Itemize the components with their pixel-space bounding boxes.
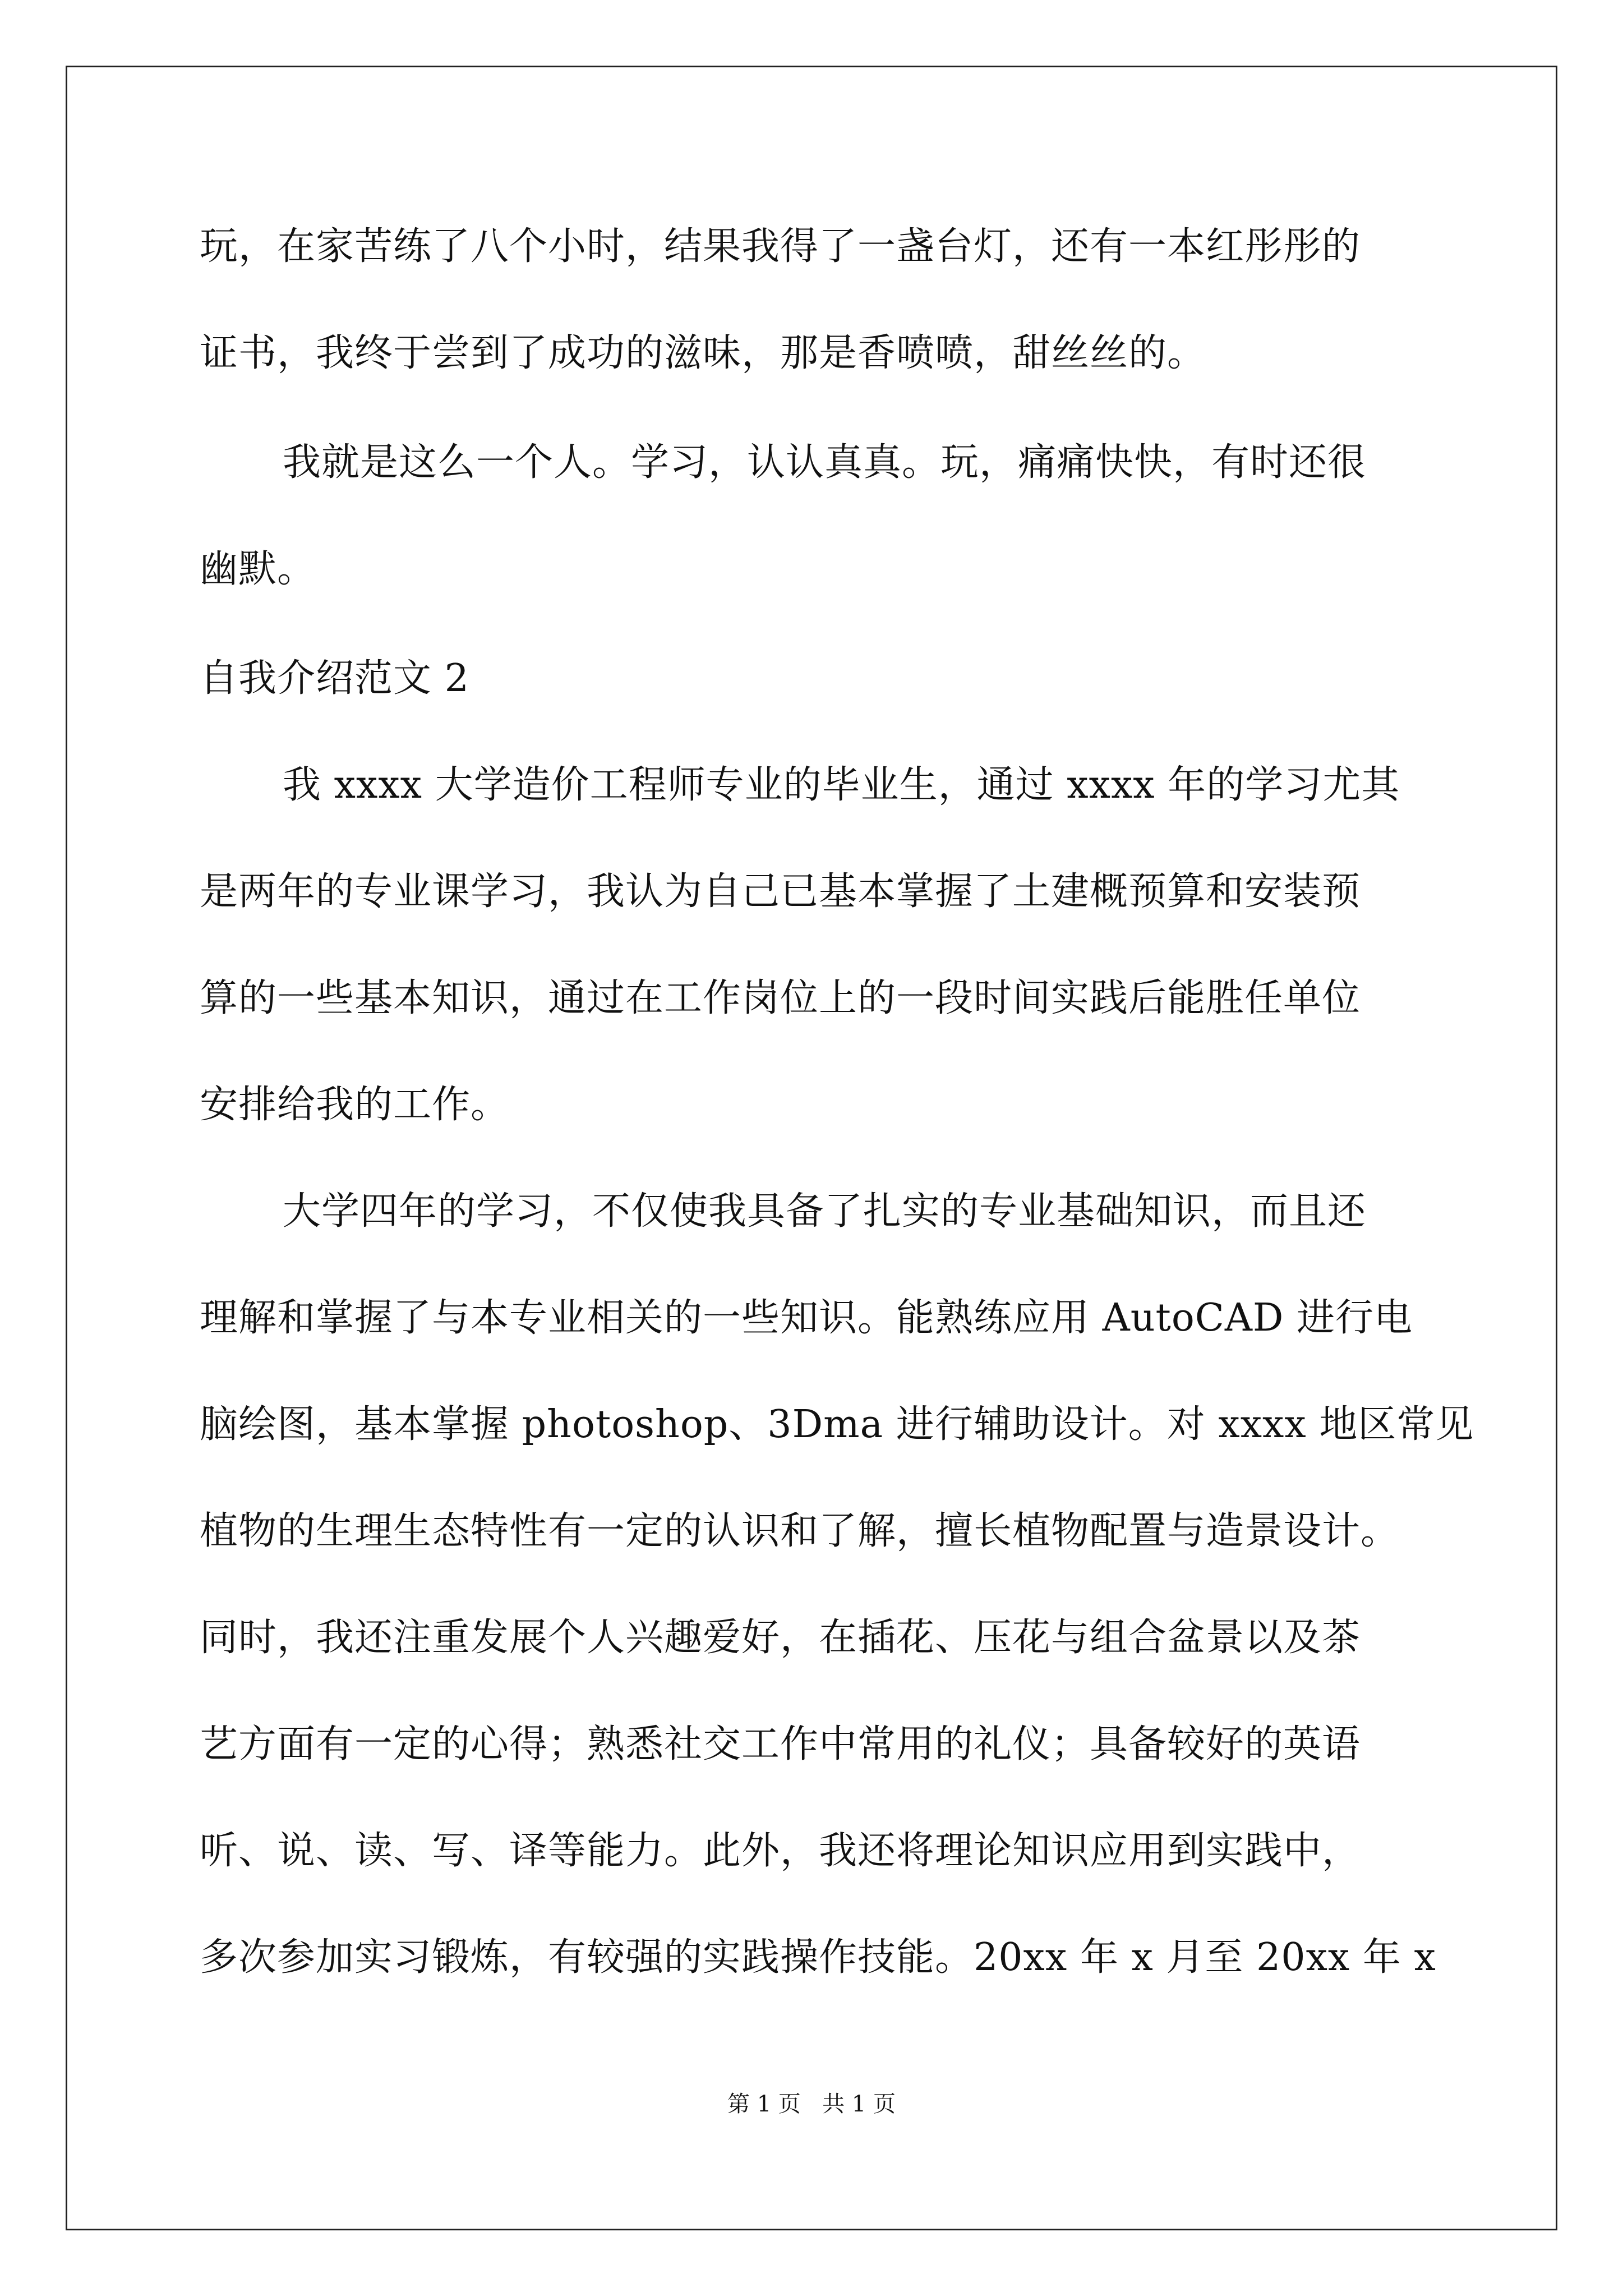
text-line: 安排给我的工作。 xyxy=(200,1083,510,1127)
text-line: 我就是这么一个人。学习，认认真真。玩，痛痛快快，有时还很 xyxy=(283,440,1367,485)
text-line: 大学四年的学习，不仅使我具备了扎实的专业基础知识，而且还 xyxy=(283,1189,1367,1234)
text-line: 脑绘图，基本掌握 photoshop、3Dma 进行辅助设计。对 xxxx 地区常见 xyxy=(200,1402,1474,1447)
text-line: 理解和掌握了与本专业相关的一些知识。能熟练应用 AutoCAD 进行电 xyxy=(200,1296,1413,1340)
text-line: 是两年的专业课学习，我认为自己已基本掌握了土建概预算和安装预 xyxy=(200,869,1361,914)
text-line: 幽默。 xyxy=(200,547,316,591)
text-line: 证书，我终于尝到了成功的滋味，那是香喷喷，甜丝丝的。 xyxy=(200,331,1206,375)
text-line: 艺方面有一定的心得；熟悉社交工作中常用的礼仪；具备较好的英语 xyxy=(200,1722,1361,1766)
text-line: 多次参加实习锻炼，有较强的实践操作技能。20xx 年 x 月至 20xx 年 x xyxy=(200,1935,1436,1980)
text-line: 听、说、读、写、译等能力。此外，我还将理论知识应用到实践中， xyxy=(200,1829,1361,1873)
section-heading: 自我介绍范文 2 xyxy=(200,656,469,701)
text-line: 玩，在家苦练了八个小时，结果我得了一盏台灯，还有一本红彤彤的 xyxy=(200,224,1361,269)
page-number-label: 第 1 页 共 1 页 xyxy=(727,2091,896,2117)
text-line: 算的一些基本知识，通过在工作岗位上的一段时间实践后能胜任单位 xyxy=(200,976,1361,1020)
text-line: 我 xxxx 大学造价工程师专业的毕业生，通过 xxxx 年的学习尤其 xyxy=(283,763,1400,807)
text-line: 同时，我还注重发展个人兴趣爱好，在插花、压花与组合盆景以及茶 xyxy=(200,1616,1361,1660)
page-footer xyxy=(0,2090,1623,2118)
page-border xyxy=(66,66,1557,2230)
text-line: 植物的生理生态特性有一定的认识和了解，擅长植物配置与造景设计。 xyxy=(200,1509,1400,1553)
